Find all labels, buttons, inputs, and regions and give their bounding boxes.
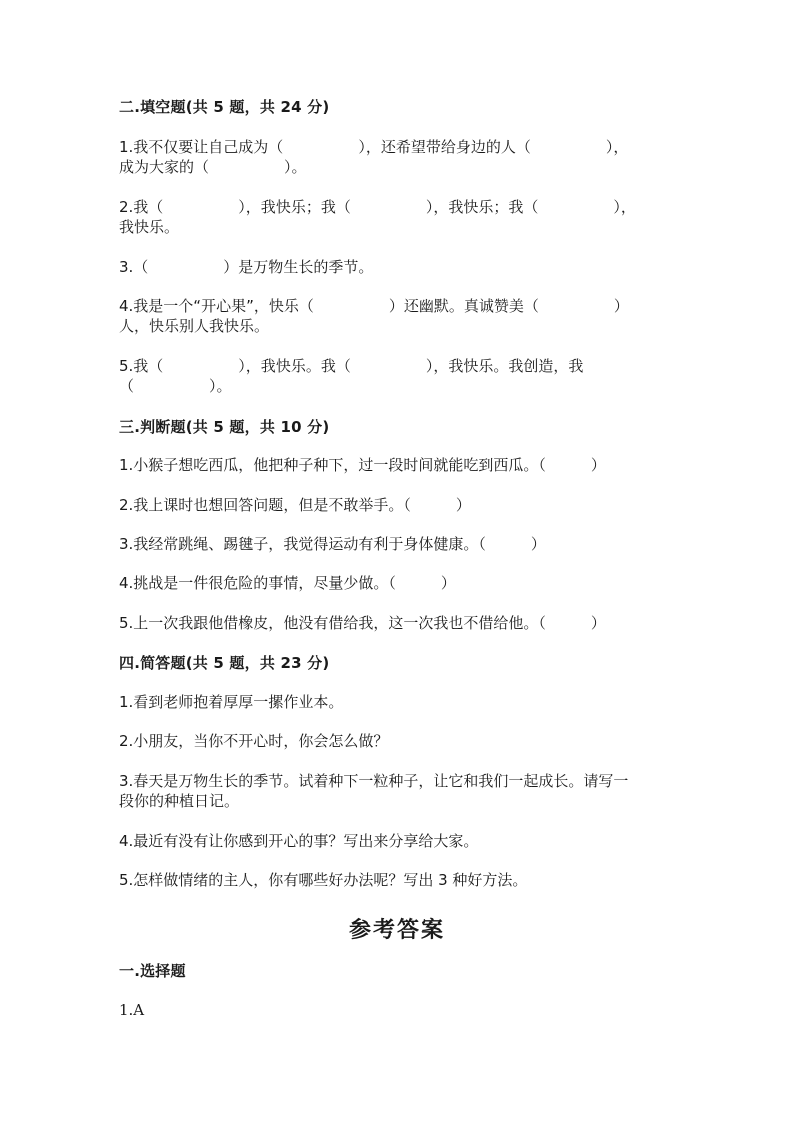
section-heading-true-false: 三.判断题(共 5 题，共 10 分)	[119, 418, 330, 436]
true-false-item: 1.小猴子想吃西瓜，他把种子种下，过一段时间就能吃到西瓜。（ ）	[119, 456, 606, 474]
true-false-item: 3.我经常跳绳、踢毽子，我觉得运动有利于身体健康。（ ）	[119, 535, 546, 553]
true-false-item: 4.挑战是一件很危险的事情，尽量少做。（ ）	[119, 574, 456, 592]
true-false-item: 5.上一次我跟他借橡皮，他没有借给我，这一次我也不借给他。（ ）	[119, 614, 606, 632]
answers-title: 参考答案	[348, 917, 445, 943]
fill-blank-q4-line2: 人，快乐别人我快乐。	[119, 317, 270, 335]
fill-blank-q5-line2: （ ）。	[119, 377, 232, 395]
section-heading-fill-blank: 二.填空题(共 5 题，共 24 分)	[119, 98, 330, 116]
fill-blank-q3-line1: 3.（ ）是万物生长的季节。	[119, 258, 374, 276]
fill-blank-q2-line1: 2.我（ ），我快乐；我（ ），我快乐；我（ ），	[119, 198, 636, 216]
fill-blank-q5-line1: 5.我（ ），我快乐。我（ ），我快乐。我创造，我	[119, 357, 584, 375]
fill-blank-q4-line1: 4.我是一个“开心果”，快乐（ ）还幽默。真诚赞美（ ）	[119, 297, 629, 315]
short-answer-q3-line2: 段你的种植日记。	[119, 792, 240, 810]
fill-blank-q2-line2: 我快乐。	[119, 218, 180, 236]
fill-blank-q1-line1: 1.我不仅要让自己成为（ ），还希望带给身边的人（ ），	[119, 138, 629, 156]
answer-item: 1.A	[119, 1001, 145, 1019]
short-answer-q1: 1.看到老师抱着厚厚一摞作业本。	[119, 693, 344, 711]
fill-blank-q1-line2: 成为大家的（ ）。	[119, 158, 307, 176]
section-heading-short-answer: 四.简答题(共 5 题，共 23 分)	[119, 654, 330, 672]
short-answer-q5: 5.怎样做情绪的主人，你有哪些好办法呢？写出 3 种好方法。	[119, 871, 528, 889]
short-answer-q4: 4.最近有没有让你感到开心的事？写出来分享给大家。	[119, 832, 479, 850]
short-answer-q3-line1: 3.春天是万物生长的季节。试着种下一粒种子，让它和我们一起成长。请写一	[119, 772, 629, 790]
short-answer-q2: 2.小朋友，当你不开心时，你会怎么做？	[119, 732, 389, 750]
true-false-item: 2.我上课时也想回答问题，但是不敢举手。（ ）	[119, 496, 471, 514]
section-heading-answers-choice: 一.选择题	[119, 962, 186, 980]
